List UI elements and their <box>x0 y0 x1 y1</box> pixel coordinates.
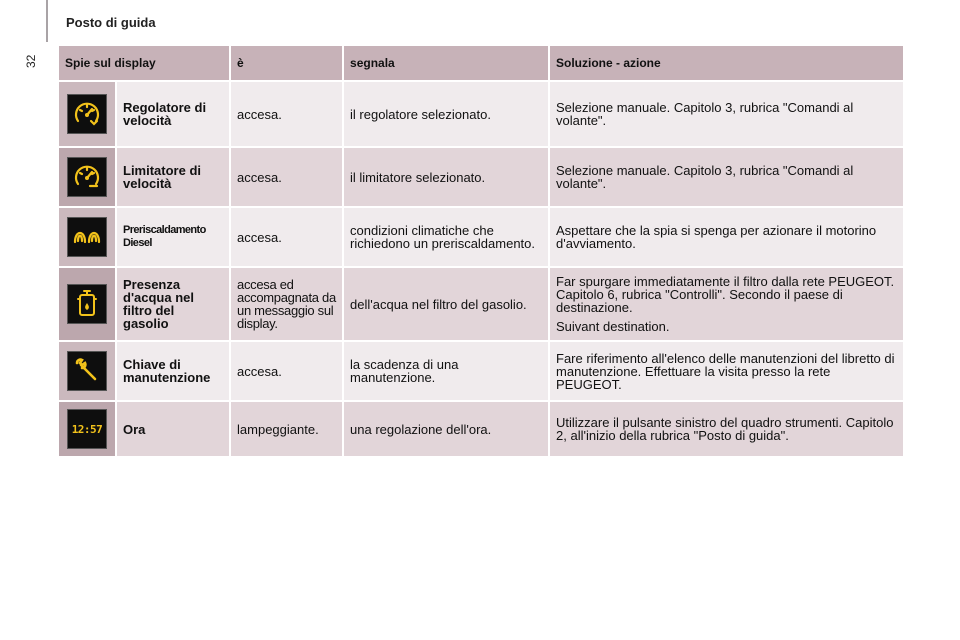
solution-text: Suivant destination. <box>556 319 670 334</box>
light-signal: condizioni climatiche che richiedono un preriscaldamento. <box>343 207 549 267</box>
light-name: Preriscaldamento Diesel <box>116 207 230 267</box>
light-solution <box>549 207 904 267</box>
solution-text: Selezione manuale. Capitolo 3, rubrica "Comandi al volante". <box>556 163 854 191</box>
margin-rule <box>46 0 48 42</box>
light-signal: la scadenza di una manutenzione. <box>343 341 549 401</box>
light-signal: una regolazione dell'ora. <box>343 401 549 457</box>
light-state: accesa. <box>230 207 343 267</box>
light-solution <box>549 147 904 207</box>
wrench-icon <box>67 351 107 391</box>
cruise-control-icon <box>67 94 107 134</box>
light-state: accesa. <box>230 341 343 401</box>
icon-cell <box>58 401 116 457</box>
icon-cell <box>58 207 116 267</box>
light-state: lampeggiante. <box>230 401 343 457</box>
icon-cell <box>58 341 116 401</box>
solution-text: Utilizzare il pulsante sinistro del quadro strumenti. Capitolo 2, all'inizio della rubrica "Posto di guida". <box>556 415 894 443</box>
light-name: Chiave di manutenzione <box>116 341 230 401</box>
light-name: Ora <box>116 401 230 457</box>
header-stato: è <box>230 45 343 81</box>
clock-digits: 12:57 <box>71 422 103 436</box>
light-state: accesa. <box>230 147 343 207</box>
header-soluzione: Soluzione - azione <box>549 45 904 81</box>
light-state: accesa ed accompagnata da un messaggio sul display. <box>230 267 343 341</box>
light-name: Presenza d'acqua nel filtro del gasolio <box>116 267 230 341</box>
clock-display-icon <box>67 409 107 449</box>
solution-text: Selezione manuale. Capitolo 3, rubrica "Comandi al volante". <box>556 100 854 128</box>
water-in-fuel-icon <box>67 284 107 324</box>
page-number: 32 <box>24 54 38 68</box>
section-title: Posto di guida <box>66 15 156 30</box>
speed-limiter-icon <box>67 157 107 197</box>
table-row <box>58 207 904 267</box>
light-signal: dell'acqua nel filtro del gasolio. <box>343 267 549 341</box>
solution-text: Fare riferimento all'elenco delle manutenzioni del libretto di manutenzione. Effettuare la visita presso la rete PEUGEOT. <box>556 350 895 392</box>
warning-lights-table <box>57 44 905 458</box>
light-state: accesa. <box>230 81 343 147</box>
solution-text: Aspettare che la spia si spenga per azionare il motorino d'avviamento. <box>556 223 877 251</box>
light-name: Limitatore di velocità <box>116 147 230 207</box>
glow-plug-icon <box>67 217 107 257</box>
icon-cell <box>58 267 116 341</box>
table-row <box>58 147 904 207</box>
light-signal: il regolatore selezionato. <box>343 81 549 147</box>
header-segnala: segnala <box>343 45 549 81</box>
light-solution <box>549 267 904 341</box>
light-solution <box>549 341 904 401</box>
table-row <box>58 401 904 457</box>
icon-cell <box>58 147 116 207</box>
light-name: Regolatore di velocità <box>116 81 230 147</box>
solution-text: Far spurgare immediatamente il filtro dalla rete PEUGEOT. Capitolo 6, rubrica "Controlli". Secondo il paese di destinazione. <box>556 274 895 315</box>
light-solution <box>549 401 904 457</box>
header-spie: Spie sul display <box>58 45 230 81</box>
table-header-row <box>58 45 904 81</box>
light-signal: il limitatore selezionato. <box>343 147 549 207</box>
light-solution <box>549 81 904 147</box>
table-row <box>58 267 904 341</box>
table-row <box>58 341 904 401</box>
table-row <box>58 81 904 147</box>
icon-cell <box>58 81 116 147</box>
